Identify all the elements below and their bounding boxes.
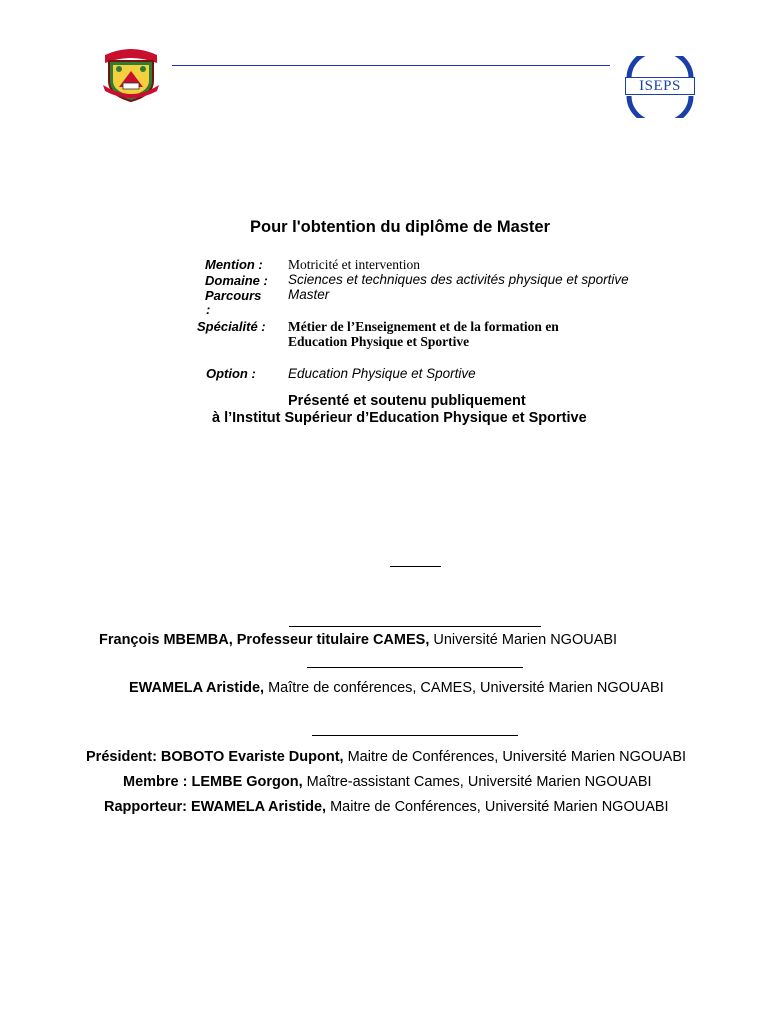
jury-president [86, 749, 686, 765]
jury-member [123, 774, 652, 790]
supervisor-1-name: François MBEMBA, Professeur titulaire CAMES, [99, 632, 430, 648]
option-value: Education Physique et Sportive [288, 366, 476, 381]
presented-line: Présenté et soutenu publiquement [288, 393, 526, 409]
supervisor-2-affiliation: Maître de conférences, CAMES, Université Marien NGOUABI [264, 680, 664, 696]
supervisor-1 [99, 632, 617, 648]
jury-member-affiliation: Maître-assistant Cames, Université Marien NGOUABI [302, 774, 652, 790]
institute-line: à l’Institut Supérieur d’Education Physique et Sportive [212, 410, 587, 426]
separator-1 [289, 626, 541, 627]
jury-rapporteur [104, 799, 669, 815]
supervisor-2-name: EWAMELA Aristide, [129, 680, 265, 696]
domaine-value: Sciences et techniques des activités physique et sportive [288, 272, 629, 287]
jury-rapporteur-name: Rapporteur: EWAMELA Aristide, [104, 799, 327, 815]
separator-2 [307, 667, 523, 668]
specialite-label: Spécialité : [197, 319, 266, 334]
parcours-label-colon: : [206, 302, 211, 317]
parcours-value: Master [288, 287, 330, 302]
university-crest-icon [99, 45, 163, 103]
separator-3 [312, 735, 518, 736]
supervisor-2 [129, 680, 664, 696]
specialite-value-line1: Métier de l’Enseignement et de la formation en [288, 319, 559, 334]
domaine-label: Domaine : [205, 273, 268, 288]
jury-president-name: Président: BOBOTO Evariste Dupont, [86, 749, 344, 765]
page-title: Pour l'obtention du diplôme de Master [250, 218, 551, 236]
supervisor-1-affiliation: Université Marien NGOUABI [429, 632, 618, 648]
header-rule [172, 65, 610, 66]
option-label: Option : [206, 366, 256, 381]
iseps-logo [620, 56, 700, 118]
jury-president-affiliation: Maitre de Conférences, Université Marien NGOUABI [343, 749, 687, 765]
parcours-label: Parcours [205, 288, 262, 303]
specialite-value-line2: Education Physique et Sportive [288, 334, 470, 349]
mention-value: Motricité et intervention [288, 257, 420, 272]
iseps-logo-text: ISEPS [625, 77, 695, 95]
jury-rapporteur-affiliation: Maitre de Conférences, Université Marien NGOUABI [326, 799, 669, 815]
separator-short [390, 566, 441, 567]
mention-label: Mention : [205, 257, 263, 272]
jury-member-name: Membre : LEMBE Gorgon, [123, 774, 303, 790]
